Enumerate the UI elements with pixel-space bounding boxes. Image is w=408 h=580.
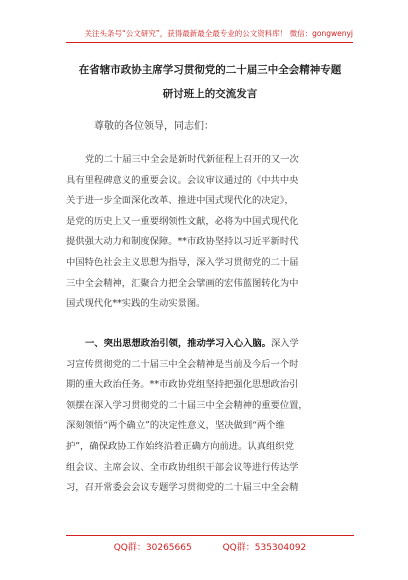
paragraph-line: 具有里程碑意义的重要会议。会议审议通过的《中共中央 [66,174,299,186]
title-line-2: 研讨班上的交流发言 [162,88,258,100]
paragraph-line: 习宣传贯彻党的二十届三中全会精神是当前及今后一个时 [66,358,299,370]
heading-tail: 深入学 [270,338,299,349]
paragraph-line: 期的重大政治任务。**市政协党组坚持把强化思想政治引 [66,379,299,391]
paragraph-line: 深刻领悟“两个确立”的决定性意义，坚决做到“两个维 [66,420,285,432]
paragraph-2 [66,334,354,499]
paragraph-line: 组会议、主席会议、全市政协组织干部会议等进行传达学 [66,461,299,473]
paragraph-line: 提供强大动力和制度保障。**市政协坚持以习近平新时代 [66,236,299,248]
header-banner: 关注头条号“公文研究”，获得最新最全最专业的公文资料库！ 微信：gongwenyj [66,28,353,43]
footer-banner [66,535,354,553]
paragraph-1 [66,150,354,315]
paragraph-line: 习，召开常委会会议专题学习贯彻党的二十届三中全会精 [66,482,299,494]
paragraph-line: 三中全会精神，汇聚合力把全会擘画的宏伟蓝图转化为中 [66,277,299,289]
paragraph-line: 中国特色社会主义思想为指导，深入学习贯彻党的二十届 [66,256,299,268]
paragraph-line: 关于进一步全面深化改革、推进中国式现代化的决定》， [66,195,294,207]
qq-group-1: QQ群：30265665 [113,543,192,553]
greeting: 尊敬的各位领导，同志们： [94,121,214,132]
paragraph-line: 领摆在深入学习贯彻党的二十届三中全会精神的重要位置， [66,399,308,411]
paragraph-line: 党的二十届三中全会是新时代新征程上召开的又一次 [85,154,299,165]
paragraph-line: 护”，确保政协工作始终沿着正确方向前进。认真组织党 [66,440,294,452]
paragraph-line: 是党的历史上又一重要纲领性文献，必将为中国式现代化 [66,215,299,227]
section-heading: 一、突出思想政治引领，推动学习入心入脑。 [85,338,271,349]
qq-group-2: QQ群：535304092 [222,543,307,553]
paragraph-first-line [66,334,354,355]
paragraph-line: 国式现代化**实践的生动实景图。 [66,298,206,310]
title-line-1: 在省辖市政协主席学习贯彻党的二十届三中全会精神专题 [78,64,342,76]
document-title [60,58,360,106]
